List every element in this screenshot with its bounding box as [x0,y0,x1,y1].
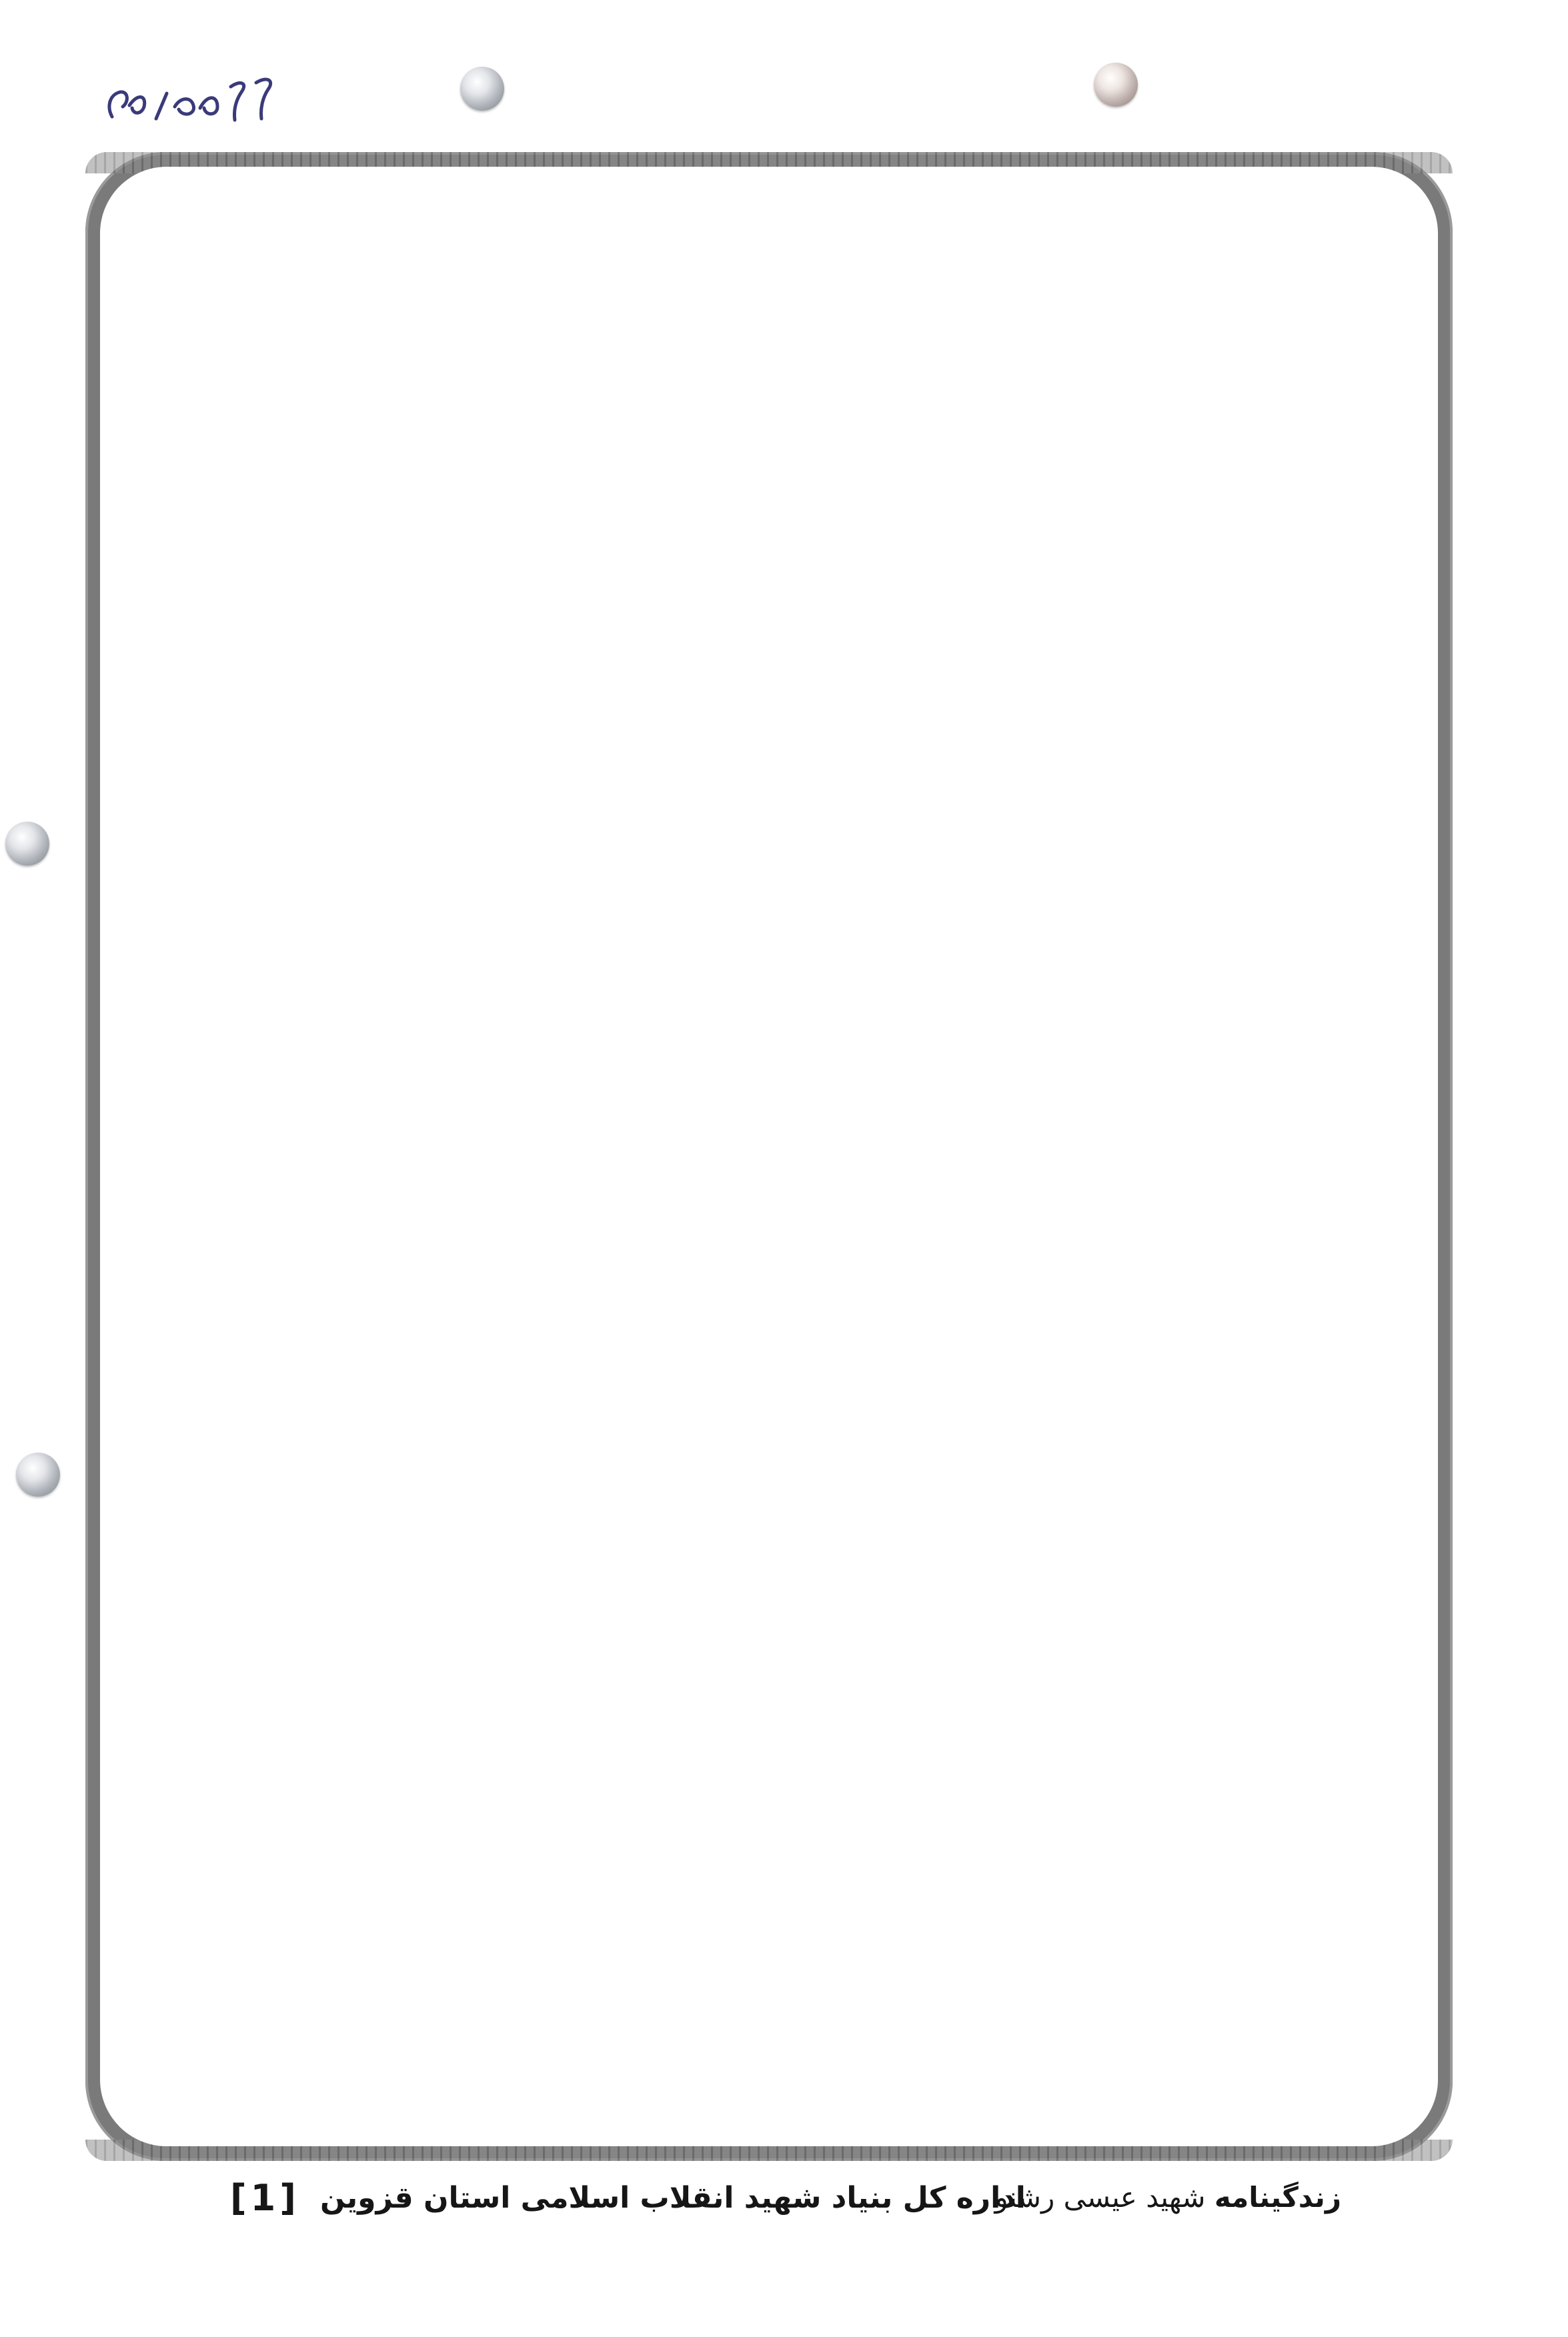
footer-organization: اداره کل بنیاد شهید انقلاب اسلامی استان قزوین [320,2181,1026,2215]
page-frame-inner [100,167,1438,2146]
handwritten-reference-number [100,53,313,133]
punch-hole-left-upper [5,822,49,866]
punch-hole-top-right [1094,63,1138,107]
page-number: [1] [230,2177,300,2219]
punch-hole-top-left [460,67,504,111]
punch-hole-left-lower [16,1453,60,1497]
page-frame [85,152,1453,2161]
footer-label-rest: شهید عیسی رشنو [994,2181,1206,2214]
page-footer [0,2174,1568,2228]
footer-document-label [994,2181,1341,2214]
footer-label-bold: زندگینامه [1214,2181,1341,2214]
